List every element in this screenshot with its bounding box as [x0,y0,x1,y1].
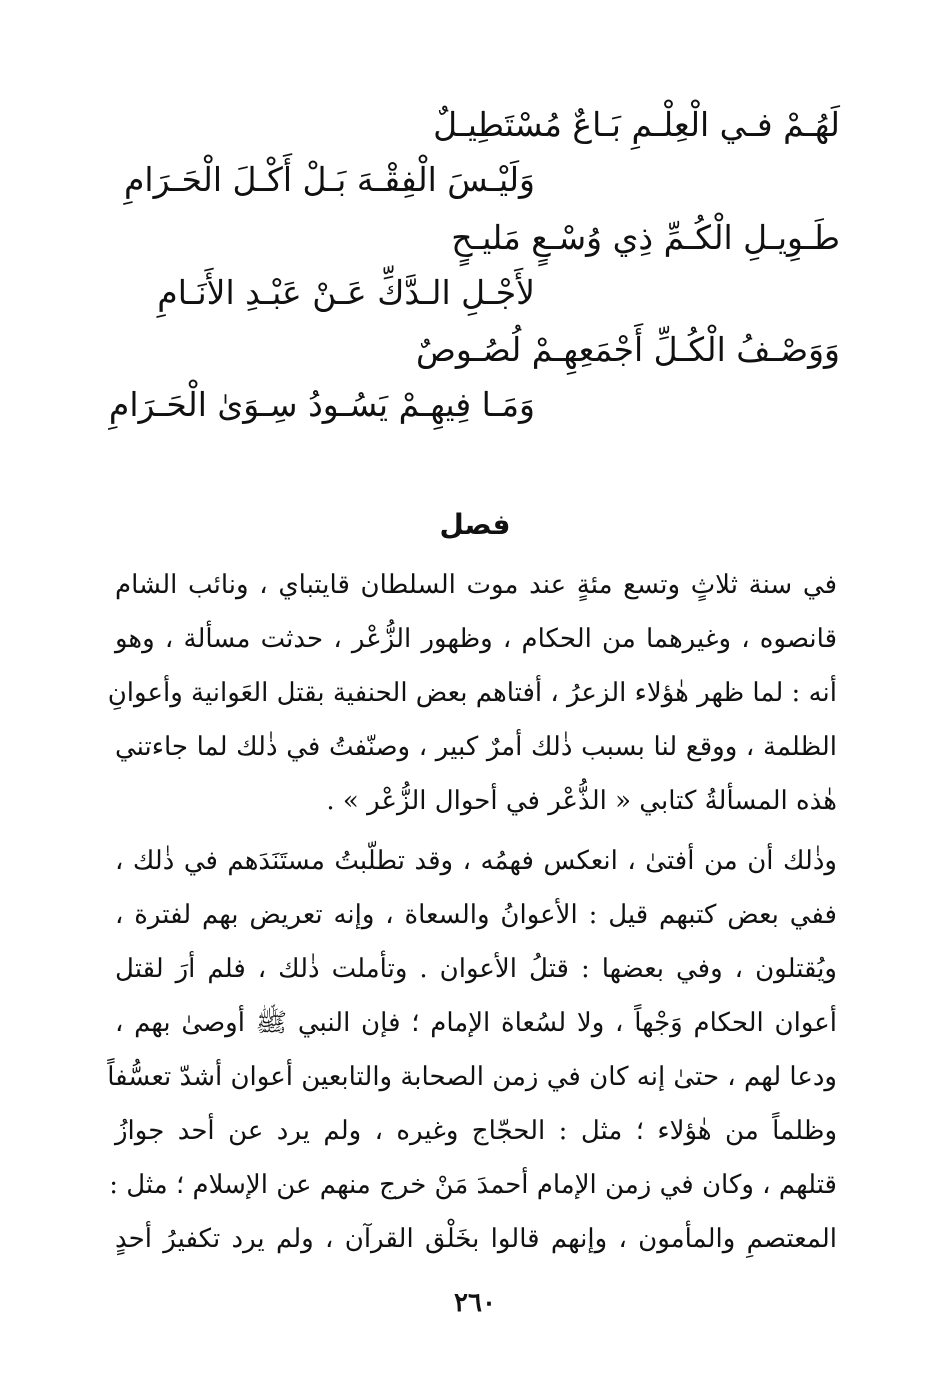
paragraph-line: في سنة ثلاثٍ وتسع مئةٍ عند موت السلطان قايتباي ، ونائب الشام [115,570,837,600]
poem-verse-1-first-hemistich: لَهُـمْ فـي الْعِلْـمِ بَـاعٌ مُسْتَطِيـلٌ [433,105,840,144]
paragraph-2 [107,834,837,1266]
paragraph-line: المعتصمِ والمأمون ، وإنهم قالوا بخَلْق القرآن ، ولم يرد تكفيرُ أحدٍ [115,1224,837,1254]
paragraph-line: قتلهم ، وكان في زمن الإمام أحمدَ مَنْ خرج منهم عن الإسلام ؛ مثل : [109,1170,837,1200]
page-number: ٢٦٠ [454,1288,496,1318]
paragraph-line: وظلماً من هٰؤلاء ؛ مثل : الحجّاج وغيره ، ولم يرد عن أحد جوازُ [115,1116,837,1146]
poem-verse-2-second-hemistich: لأَجْـلِ الـدَّكِّ عَـنْ عَبْـدِ الأَنَـامِ [157,273,535,312]
paragraph-line: قانصوه ، وغيرهما من الحكام ، وظهور الزُّعْر ، حدثت مسألة ، وهو [115,624,837,654]
paragraph-line: ودعا لهم ، حتىٰ إنه كان في زمن الصحابة والتابعين أعوان أشدّ تعسُّفاً [107,1062,837,1092]
paragraph-1 [107,558,837,828]
paragraph-line: أعوان الحكام وَجْهاً ، ولا لسُعاة الإمام ؛ فإن النبي ﷺ أوصىٰ بهم ، [115,1008,837,1038]
poem-verse-1-second-hemistich: وَلَيْـسَ الْفِقْـهَ بَـلْ أَكْـلَ الْحَـرَامِ [123,160,535,199]
paragraph-line: هٰذه المسألةُ كتابي « الذُّعْر في أحوال الزُّعْر » . [326,786,837,816]
paragraph-line: أنه : لما ظهر هٰؤلاء الزعرُ ، أفتاهم بعض الحنفية بقتل العَوانية وأعوانِ [107,678,837,708]
poem-verse-2-first-hemistich: طَـوِيـلِ الْكُـمِّ ذِي وُسْـعٍ مَليـحٍ [451,218,840,257]
section-heading: فصل [439,508,511,541]
paragraph-line: ففي بعض كتبهم قيل : الأعوانُ والسعاة ، وإنه تعريض بهم لفترة ، [115,900,837,930]
paragraph-line: الظلمة ، ووقع لنا بسبب ذٰلك أمرٌ كبير ، وصنّفتُ في ذٰلك لما جاءتني [115,732,837,762]
paragraph-line: ويُقتلون ، وفي بعضها : قتلُ الأعوان . وتأملت ذٰلك ، فلم أرَ لقتل [115,954,837,984]
paragraph-line: وذٰلك أن من أفتىٰ ، انعكس فهمُه ، وقد تطلّبتُ مستَنَدَهم في ذٰلك ، [115,846,837,876]
poem-verse-3-second-hemistich: وَمَـا فِيهِـمْ يَسُـودُ سِـوَىٰ الْحَـرَامِ [108,385,535,424]
poem-verse-3-first-hemistich: وَوَصْـفُ الْكُـلِّ أَجْمَعِهِـمْ لُصُـوصٌ [416,330,840,369]
